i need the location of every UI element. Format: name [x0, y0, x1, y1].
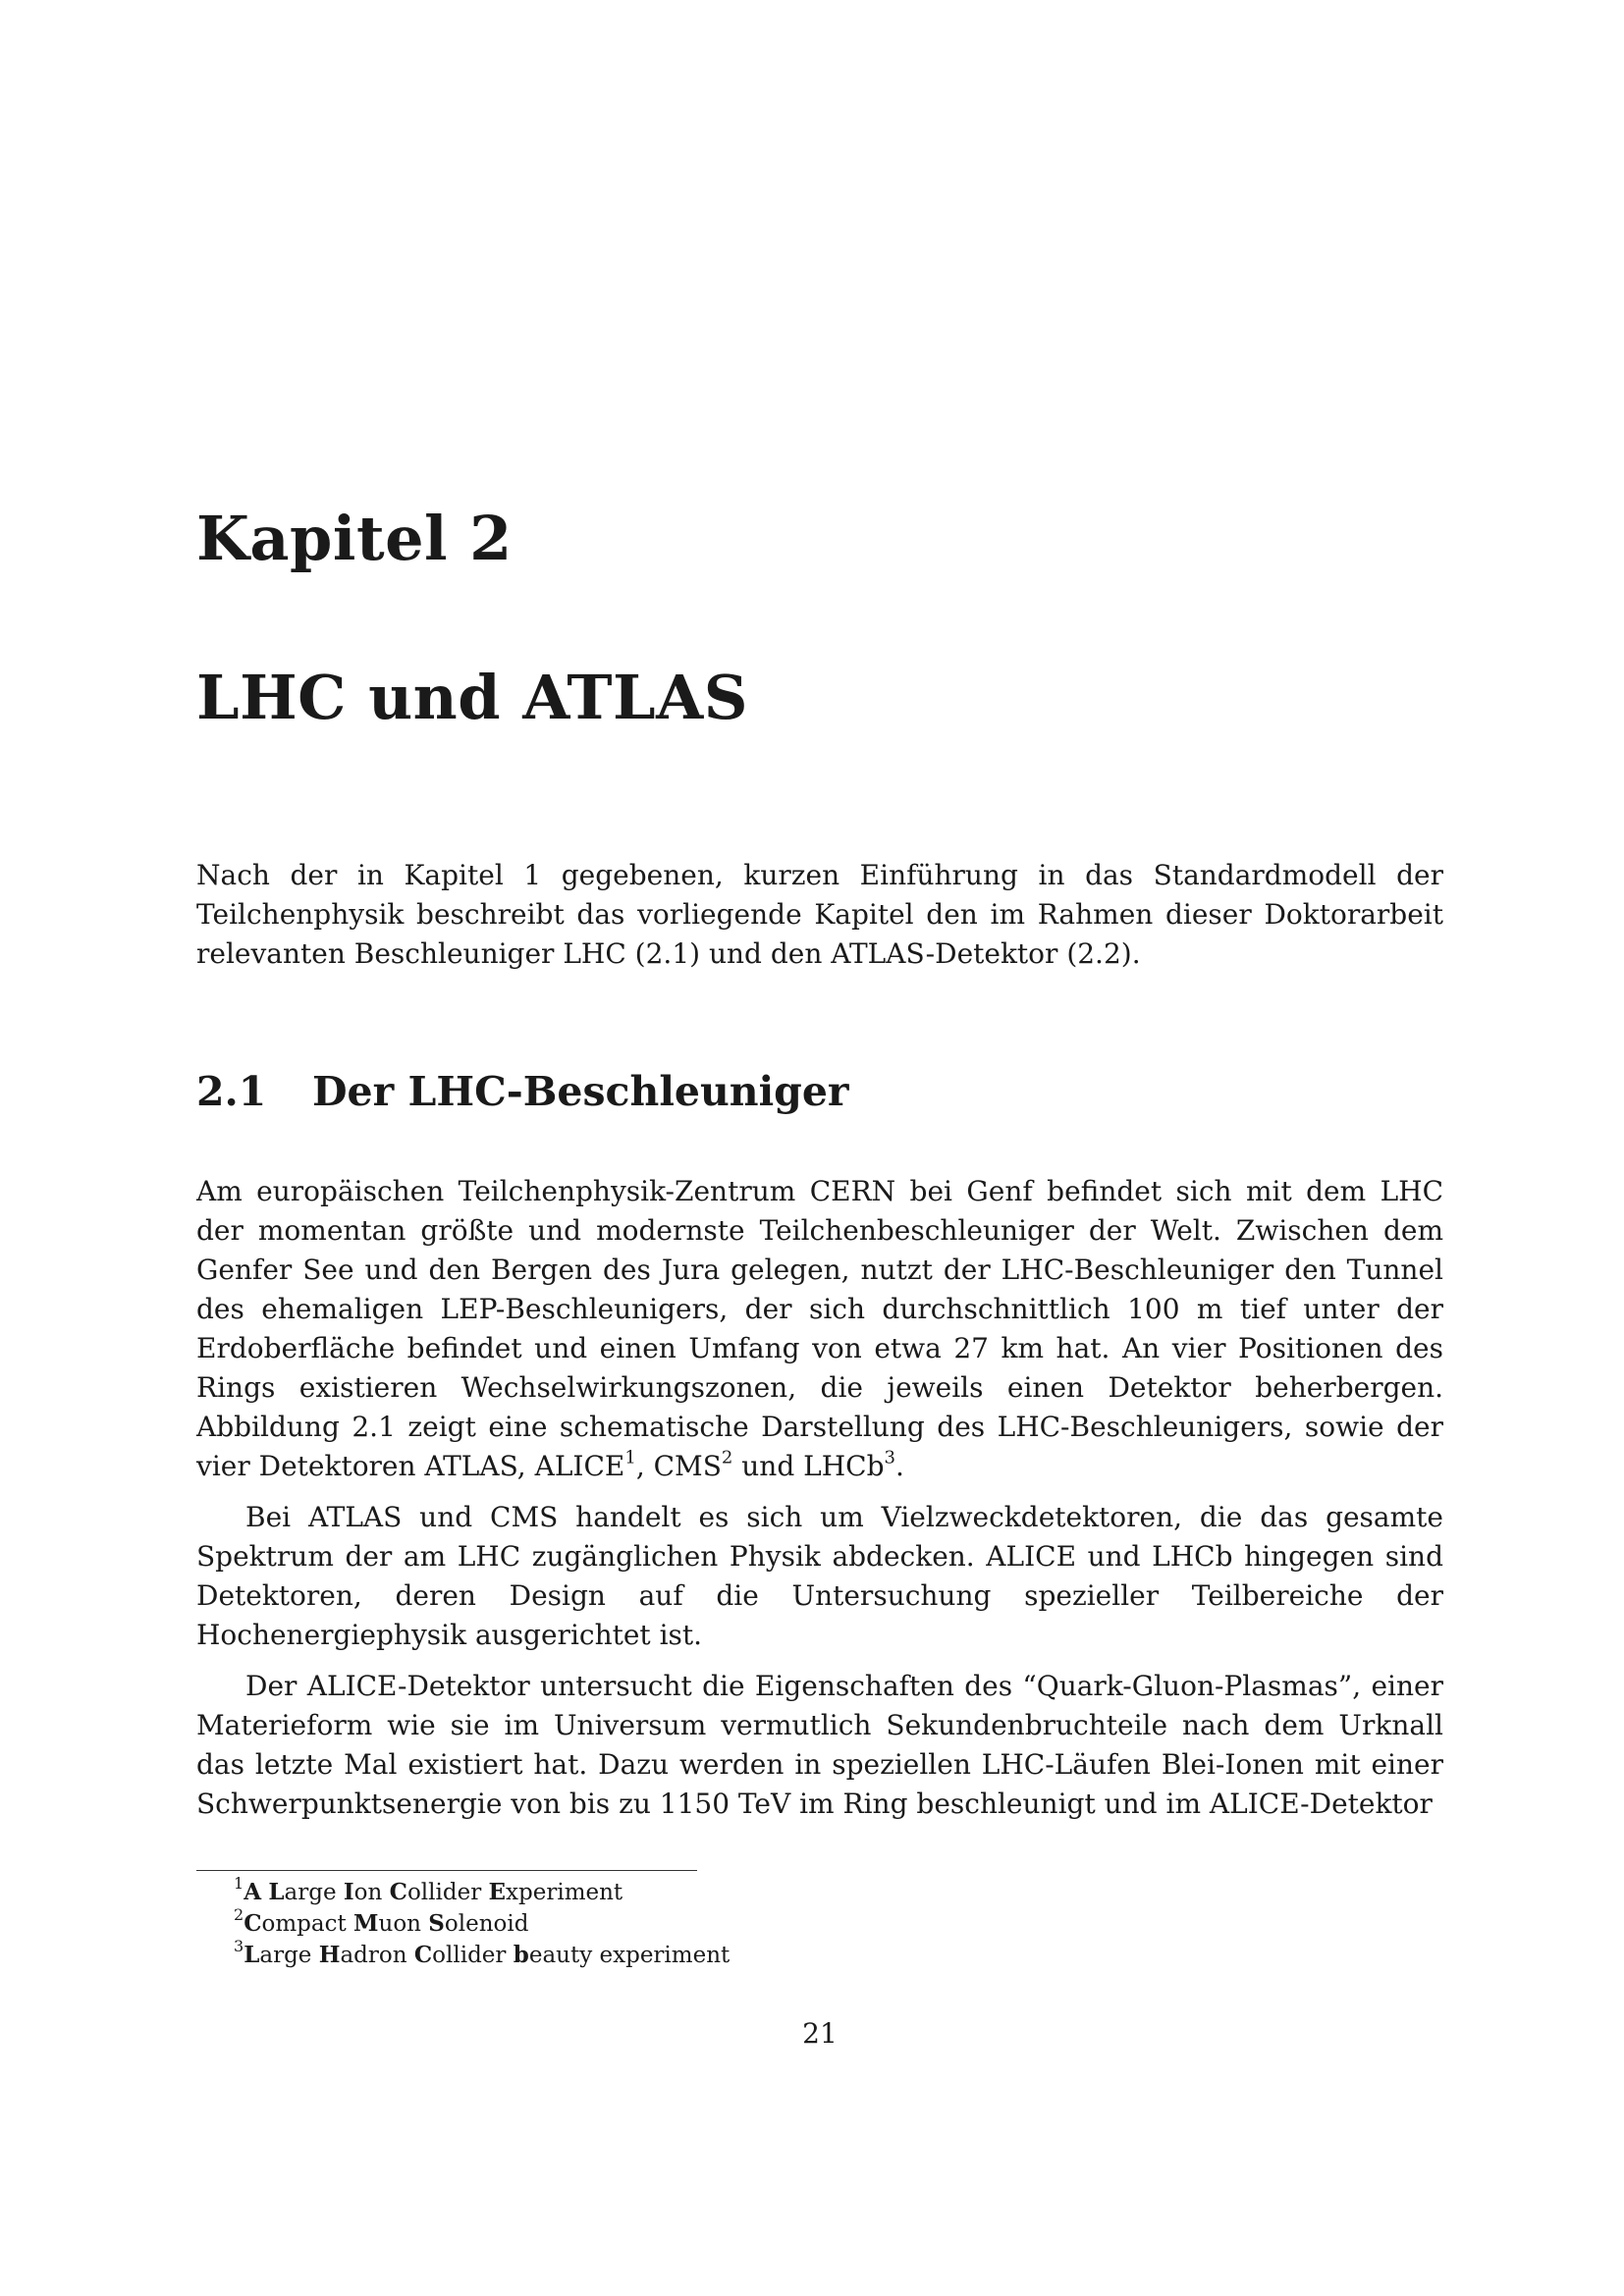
- footnote-mark: 1: [234, 1873, 244, 1893]
- footnote-ref-3: 3: [884, 1447, 895, 1468]
- footnote-mark: 3: [234, 1936, 244, 1955]
- footnote-text: H: [318, 1942, 341, 1968]
- cms-term: CMS: [653, 1450, 722, 1482]
- section-title: Der LHC-Beschleuniger: [312, 1068, 849, 1115]
- footnote-text: arge: [259, 1943, 319, 1968]
- footnote-3: [234, 1936, 731, 1971]
- footnote-text: b: [513, 1942, 529, 1968]
- footnote-2: [234, 1904, 730, 1940]
- footnote-divider: [196, 1870, 697, 1871]
- footnotes: [234, 1873, 731, 1971]
- footnote-text: adron: [340, 1943, 414, 1968]
- footnote-text: L: [268, 1879, 285, 1905]
- footnote-text: on: [353, 1880, 390, 1905]
- footnote-text: ompact: [261, 1911, 354, 1937]
- intro-paragraph: Nach der in Kapitel 1 gegebenen, kurzen Einführung in das Standardmodell der Teilchenphysik beschreibt das vorliegende Kapitel den im Rahmen dieser Doktorarbeit relevanten Beschleuniger LHC (2.1) und den ATLAS-Detektor (2.2).: [196, 859, 1443, 970]
- footnote-text: C: [244, 1910, 262, 1937]
- footnote-text: arge: [284, 1880, 344, 1905]
- footnote-1: [234, 1873, 730, 1908]
- paragraph-end: .: [894, 1450, 904, 1482]
- section-number: 2.1: [196, 1068, 267, 1115]
- footnote-ref-2: 2: [721, 1447, 733, 1468]
- footnote-ref-1: 1: [624, 1447, 636, 1468]
- footnote-text: ollider: [432, 1943, 514, 1968]
- footnote-text: S: [428, 1910, 445, 1937]
- body-paragraph-2: Bei ATLAS und CMS handelt es sich um Vielzweckdetektoren, die das gesamte Spektrum der am LHC zugänglichen Physik abdecken. ALICE und LHCb hingegen sind Detektoren, deren Design auf die Untersuchung spezieller Teilbereiche der Hochenergiephysik ausgerichtet ist.: [196, 1501, 1443, 1651]
- footnote-text: olenoid: [444, 1911, 529, 1937]
- separator-1: ,: [635, 1450, 654, 1482]
- section-body: [196, 1172, 1443, 1824]
- body-paragraph-1-text: Am europäischen Teilchenphysik-Zentrum CERN bei Genf befindet sich mit dem LHC der momentan größte und modernste Teilchenbeschleuniger der Welt. Zwischen dem Genfer See und den Bergen des Jura gelegen, nutzt der LHC-Beschleuniger den Tunnel des ehemaligen LEP-Beschleunigers, der sich durchschnittlich 100 m tief unter der Erdoberfläche befindet und einen Umfang von etwa 27 km hat. An vier Positionen des Rings existieren Wechselwirkungszonen, die jeweils einen Detektor beherbergen. Abbildung 2.1 zeigt eine schematische Darstellung des LHC-Beschleunigers, sowie der vier Detektoren ATLAS,: [196, 1175, 1443, 1482]
- intro-paragraph-block: [196, 856, 1443, 974]
- alice-term: ALICE: [534, 1450, 625, 1482]
- footnote-mark: 2: [234, 1904, 244, 1924]
- body-paragraph-1: [196, 1172, 1443, 1486]
- footnote-text: E: [488, 1879, 507, 1905]
- chapter-label: Kapitel 2: [196, 503, 513, 574]
- section-heading: [196, 1068, 849, 1115]
- footnote-text: A: [244, 1879, 262, 1905]
- footnote-text: M: [353, 1910, 379, 1937]
- footnote-text: L: [244, 1942, 260, 1968]
- footnote-text: C: [413, 1942, 433, 1968]
- chapter-title: LHC und ATLAS: [196, 662, 749, 733]
- separator-2: und: [732, 1450, 804, 1482]
- footnote-text: eauty experiment: [528, 1943, 731, 1968]
- body-paragraph-3: Der ALICE-Detektor untersucht die Eigenschaften des “Quark-Gluon-Plasmas”, einer Materieform wie sie im Universum vermutlich Sekundenbruchteile nach dem Urknall das letzte Mal existiert hat. Dazu werden in speziellen LHC-Läufen Blei-Ionen mit einer Schwerpunktsenergie von bis zu 1150 TeV im Ring beschleunigt und im ALICE-Detektor: [196, 1670, 1443, 1820]
- footnote-text: I: [343, 1879, 354, 1905]
- lhcb-term: LHCb: [803, 1450, 885, 1482]
- footnote-text: C: [389, 1879, 407, 1905]
- document-page: [196, 0, 1443, 2296]
- footnote-text: xperiment: [506, 1880, 623, 1905]
- footnote-text: ollider: [406, 1880, 489, 1905]
- footnote-text: uon: [378, 1911, 429, 1937]
- page-number: 21: [802, 2017, 838, 2050]
